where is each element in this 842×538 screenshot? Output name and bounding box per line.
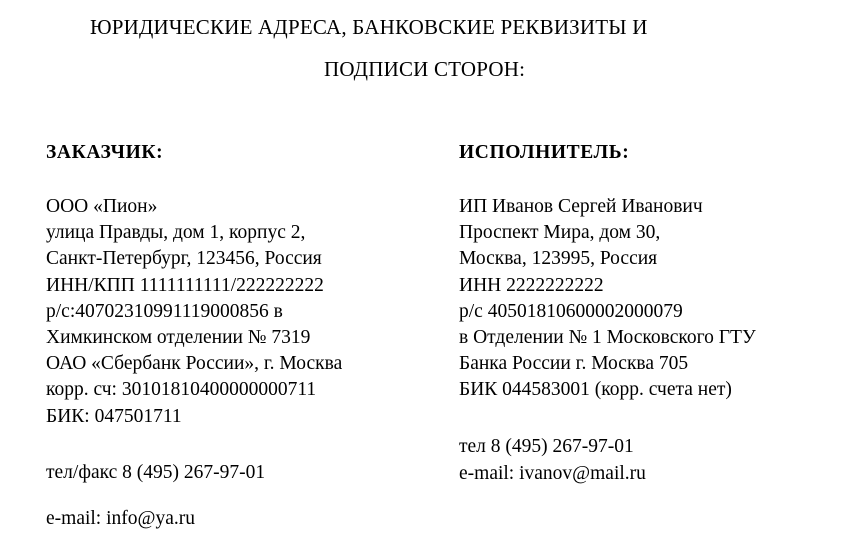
customer-detail-line: корр. сч: 30101810400000000711 [46,379,317,401]
contractor-detail-line: ИП Иванов Сергей Иванович [459,196,703,217]
contractor-detail-line: ИНН 2222222222 [459,274,604,296]
contractor-email: e-mail: ivanov@mail.ru [459,463,646,484]
document-title-line-1: ЮРИДИЧЕСКИЕ АДРЕСА, БАНКОВСКИЕ РЕКВИЗИТЫ И [90,15,648,39]
customer-detail-line: р/с:40702310991119000856 в [46,300,283,322]
customer-detail-line: ООО «Пион» [46,196,158,217]
customer-phone: тел/факс 8 (495) 267-97-01 [46,462,266,483]
document-title-line-2: ПОДПИСИ СТОРОН: [324,57,526,81]
contractor-phone: тел 8 (495) 267-97-01 [459,436,634,457]
customer-detail-line: Химкинском отделении № 7319 [46,326,311,348]
customer-detail-line: БИК: 047501711 [46,405,182,427]
contractor-detail-line: в Отделении № 1 Московского ГТУ [459,326,756,348]
customer-heading: ЗАКАЗЧИК: [46,142,164,163]
customer-detail-line: Санкт-Петербург, 123456, Россия [46,248,322,270]
contractor-details [459,194,756,404]
contractor-detail-line: БИК 044583001 (корр. счета нет) [459,379,732,401]
contractor-detail-line: р/с 40501810600002000079 [459,300,683,322]
contractor-heading: ИСПОЛНИТЕЛЬ: [459,142,630,163]
contractor-detail-line: Проспект Мира, дом 30, [459,222,661,244]
contractor-detail-line: Москва, 123995, Россия [459,248,658,270]
customer-detail-line: улица Правды, дом 1, корпус 2, [46,222,306,244]
customer-detail-line: ОАО «Сбербанк России», г. Москва [46,353,343,375]
customer-email: e-mail: info@ya.ru [46,508,195,529]
customer-detail-line: ИНН/КПП 1111111111/222222222 [46,274,324,296]
customer-details [46,194,342,430]
contractor-detail-line: Банка России г. Москва 705 [459,353,689,375]
